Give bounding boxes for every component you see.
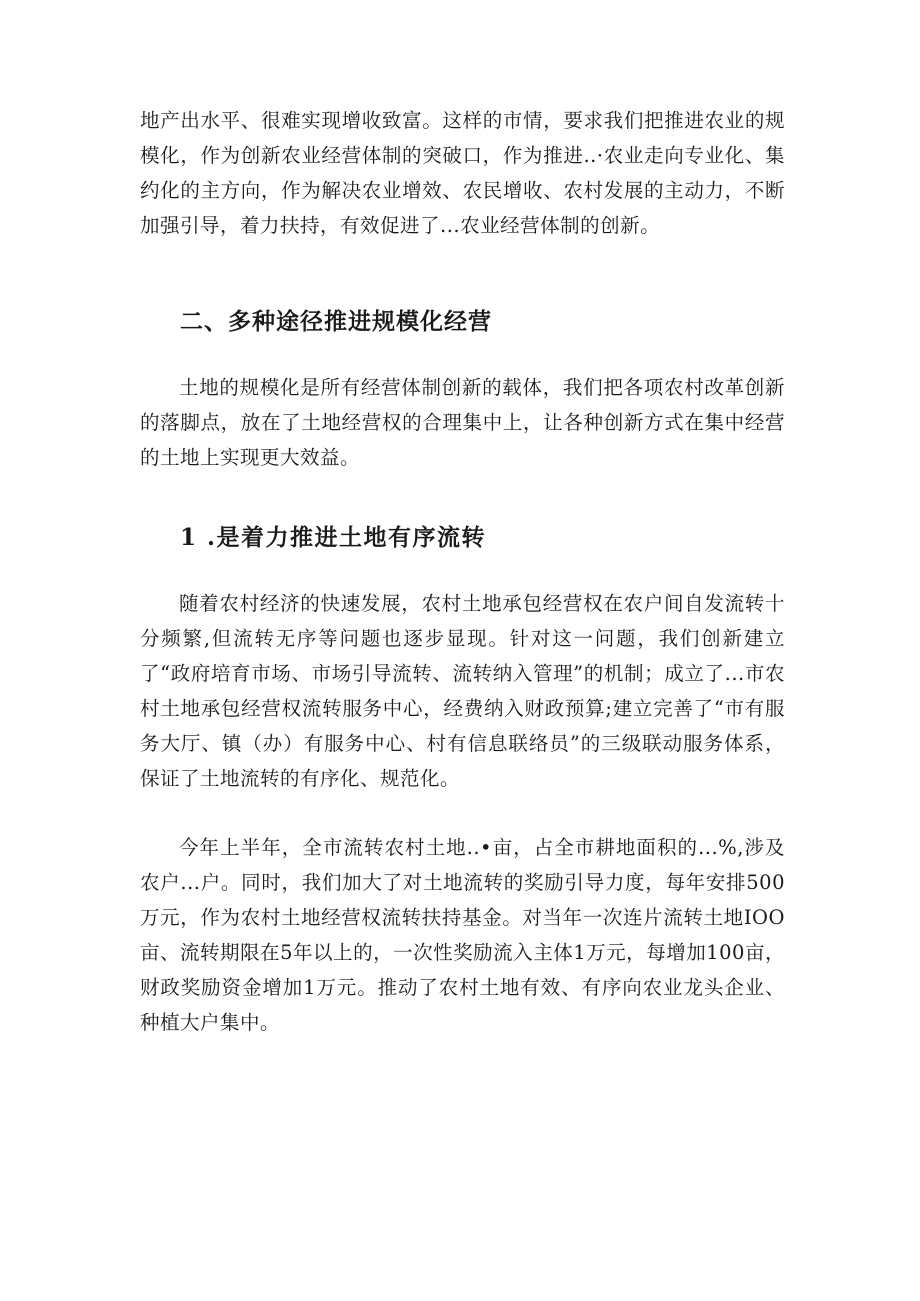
subsection-1-heading: 1 .是着力推进土地有序流转 <box>180 524 487 551</box>
section-2-paragraph: 土地的规模化是所有经营体制创新的载体，我们把各项农村改革创新的落脚点，放在了土地经营权的合理集中上，让各种创新方式在集中经营的土地上实现更大效益。 <box>140 376 785 469</box>
subsection-1-paragraph-1: 随着农村经济的快速发展，农村土地承包经营权在农户间自发流转十分频繁,但流转无序等问题也逐步显现。针对这一问题，我们创新建立了“政府培育市场、市场引导流转、流转纳入管理”的机制；成立了...市农村土地承包经营权流转服务中心，经费纳入财政预算;建立完善了“市有服务大厅、镇（办）有服务中心、村有信息联络员”的三级联动服务体系，保证了土地流转的有序化、规范化。 <box>140 592 785 790</box>
section-2-heading: 二、多种途径推进规模化经营 <box>180 309 492 335</box>
subsection-1-paragraph-2: 今年上半年，全市流转农村土地..•亩，占全市耕地面积的...%,涉及农户...户。同时，我们加大了对土地流转的奖励引导力度，每年安排500万元，作为农村土地经营权流转扶持基金。对当年一次连片流转土地IOO亩、流转期限在5年以上的，一次性奖励流入主体1万元，每增加100亩，财政奖励资金增加1万元。推动了农村土地有效、有序向农业龙头企业、种植大户集中。 <box>140 836 785 1034</box>
intro-paragraph: 地产出水平、很难实现增收致富。这样的市情，要求我们把推进农业的规模化，作为创新农业经营体制的突破口，作为推进..·农业走向专业化、集约化的主方向，作为解决农业增效、农民增收、农村发展的主动力，不断加强引导，着力扶持，有效促进了...农业经营体制的创新。 <box>140 109 785 237</box>
